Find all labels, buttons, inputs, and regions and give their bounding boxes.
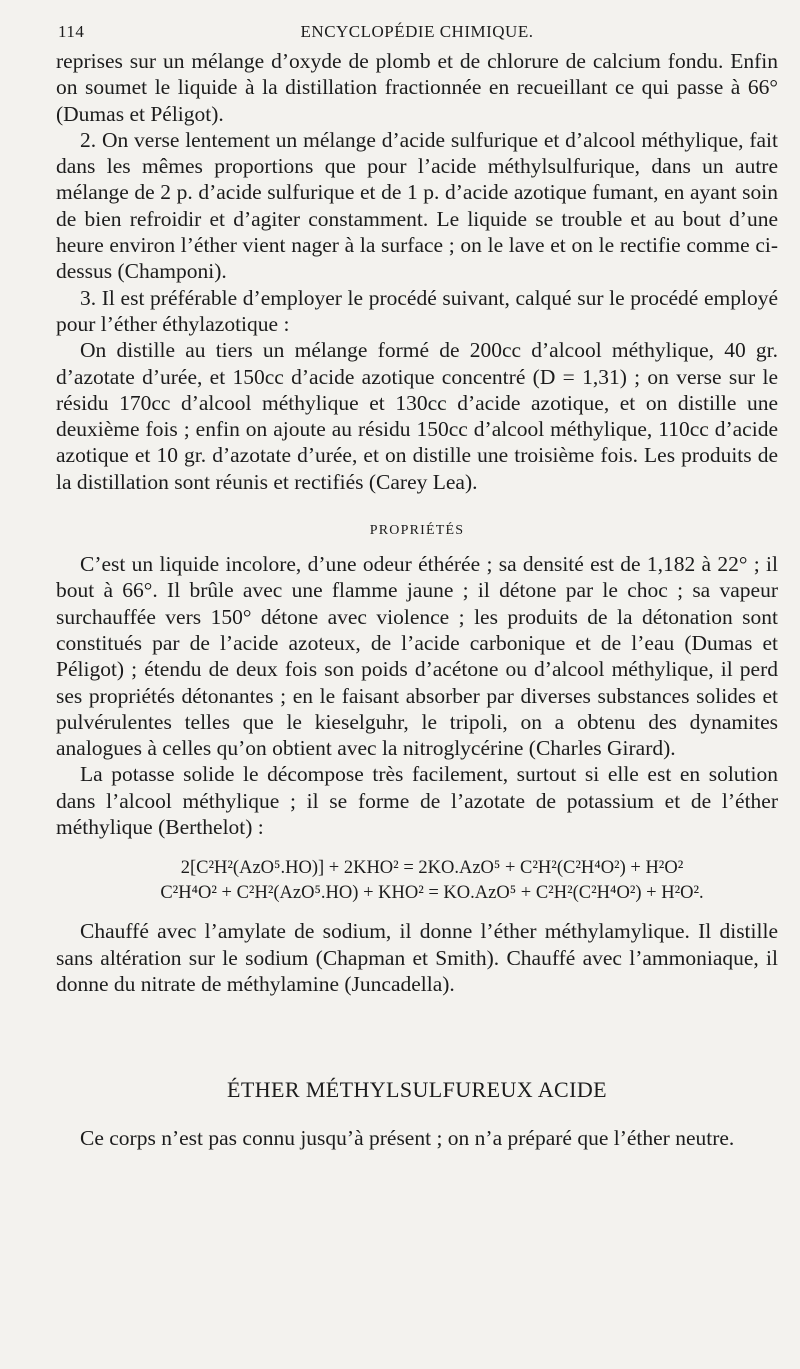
section-title-ether-methylsulfureux: ÉTHER MÉTHYLSULFUREUX ACIDE [227,1077,607,1103]
equation-2: C²H⁴O² + C²H²(AzO⁵.HO) + KHO² = KO.AzO⁵ + C²H²(C²H⁴O²) + H²O². [160,883,704,904]
paragraph-properties-3: Chauffé avec l’amylate de sodium, il donne l’éther méthylamylique. Il distille sans altération sur le sodium (Chapman et Smith). Chauffé avec l’ammoniaque, il donne du nitrate de méthylamine (Juncadella). [56,919,778,996]
section-heading-properties: PROPRIÉTÉS [369,523,465,539]
paragraph-properties-1: C’est un liquide incolore, d’une odeur éthérée ; sa densité est de 1,182 à 22° ; il bout à 66°. Il brûle avec une flamme jaune ; il détone par le choc ; sa vapeur surchauffée vers 150° détone avec violence ; les produits de la détonation sont constitués par de l’acide azoteux, de l’acide carbonique et de l’eau (Dumas et Péligot) ; étendu de deux fois son poids d’acétone ou d’alcool méthylique, il perd ses propriétés détonantes ; en le faisant absorber par diverses substances solides et pulvérulentes telles que le kieselguhr, le tripoli, on a obtenu des dynamites analogues à celles qu’on obtient avec la nitroglycérine (Charles Girard). [56,552,778,761]
paragraph-preparation-3: 3. Il est préférable d’employer le procédé suivant, calqué sur le procédé employé pour l’éther éthylazotique : [56,285,778,336]
paragraph-preparation-1: reprises sur un mélange d’oxyde de plomb et de chlorure de calcium fondu. Enfin on soumet le liquide à la distillation fractionnée en recueillant ce qui passe à 66° (Dumas et Péligot). [56,49,778,126]
page-header [56,18,778,48]
paragraph-properties-2: La potasse solide le décompose très facilement, surtout si elle est en solution dans l’alcool méthylique ; il se forme de l’azotate de potassium et de l’éther méthylique (Berthelot) : [56,762,778,840]
paragraph-section2-1: Ce corps n’est pas connu jusqu’à présent ; on n’a préparé que l’éther neutre. [80,1126,735,1151]
paragraph-preparation-4: On distille au tiers un mélange formé de 200cc d’alcool méthylique, 40 gr. d’azotate d’urée, et 150cc d’acide azotique concentré (D = 1,31) ; on verse sur le résidu 170cc d’alcool méthylique et 130cc d’acide azotique, et on distille une deuxième fois ; enfin on ajoute au résidu 150cc d’alcool méthylique, 110cc d’acide azotique et 10 gr. d’azotate d’urée, et on distille une troisième fois. Les produits de la distillation sont réunis et rectifiés (Carey Lea). [56,338,778,494]
chemical-equations [56,856,778,906]
equation-1: 2[C²H²(AzO⁵.HO)] + 2KHO² = 2KO.AzO⁵ + C²H²(C²H⁴O²) + H²O² [180,858,684,879]
page-number: 114 [58,22,85,41]
page [56,18,778,1152]
running-title: ENCYCLOPÉDIE CHIMIQUE. [300,22,534,41]
paragraph-preparation-2: 2. On verse lentement un mélange d’acide sulfurique et d’alcool méthylique, fait dans les mêmes proportions que pour l’acide méthylsulfurique, dans un autre mélange de 2 p. d’acide sulfurique et de 1 p. d’acide azotique fumant, en ayant soin de bien refroidir et d’agiter constamment. Le liquide se trouble et au bout d’une heure environ l’éther vient nager à la surface ; on le lave et on le rectifie comme ci-dessus (Champoni). [56,127,778,284]
